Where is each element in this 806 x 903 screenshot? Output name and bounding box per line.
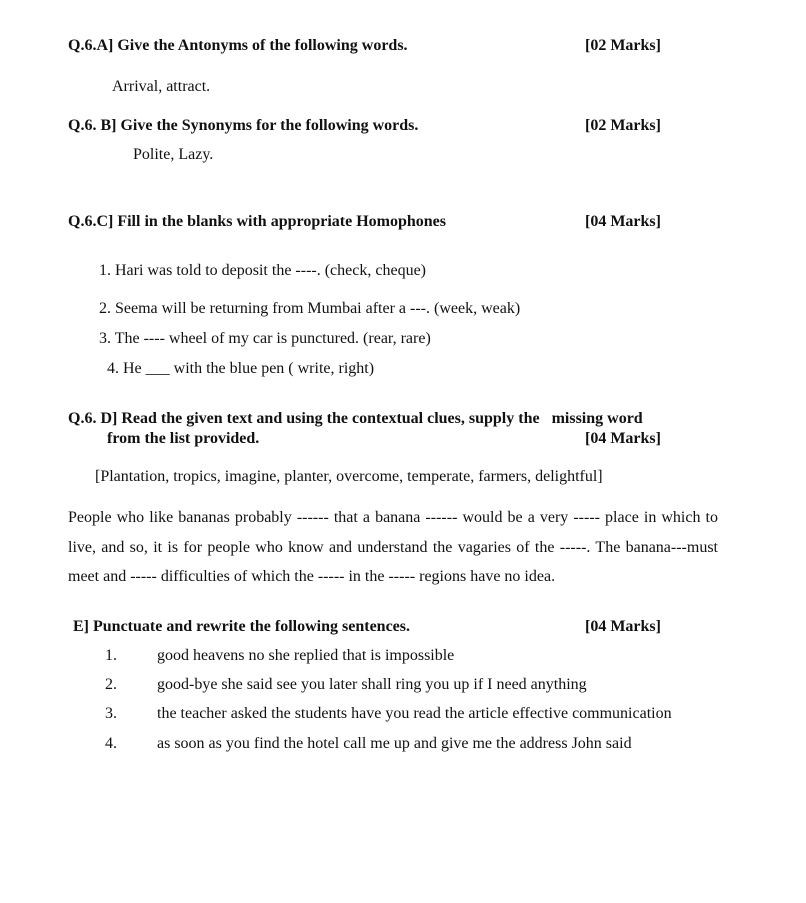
q6b-marks: [02 Marks] (585, 117, 661, 134)
q6a-title: Q.6.A] Give the Antonyms of the following words. (68, 37, 408, 54)
q6e-item-4-number: 4. (105, 735, 117, 752)
q6d-marks: [04 Marks] (585, 430, 661, 447)
q6c-item-4: 4. He ___ with the blue pen ( write, right) (107, 360, 375, 377)
q6d-word-list: [Plantation, tropics, imagine, planter, overcome, temperate, farmers, delightful] (95, 468, 603, 485)
q6a-words: Arrival, attract. (112, 78, 211, 95)
q6d-passage: People who like bananas probably ------ that a banana ------ would be a very ----- place in which to live, and so, it is for people who know and understand the vagaries of the -----. The banana---must meet and ----- difficulties of which the ----- in the ----- regions have no idea. (68, 509, 718, 585)
q6d-title-line2: from the list provided. (107, 430, 260, 447)
q6e-item-2-text: good-bye she said see you later shall ring you up if I need anything (157, 676, 587, 693)
q6e-item-3-text: the teacher asked the students have you read the article effective communication (157, 705, 672, 722)
q6e-item-1-text: good heavens no she replied that is impossible (157, 647, 455, 664)
q6b-title: Q.6. B] Give the Synonyms for the following words. (68, 117, 419, 134)
q6e-item-1-number: 1. (105, 647, 117, 664)
q6c-title: Q.6.C] Fill in the blanks with appropriate Homophones (68, 213, 446, 230)
q6c-item-1: 1. Hari was told to deposit the ----. (check, cheque) (99, 262, 426, 279)
q6c-marks: [04 Marks] (585, 213, 661, 230)
q6d-title-line1: Q.6. D] Read the given text and using the contextual clues, supply the missing word (68, 410, 643, 427)
q6e-item-2-number: 2. (105, 676, 117, 693)
q6e-title: E] Punctuate and rewrite the following sentences. (73, 618, 410, 635)
q6e-item-4-text: as soon as you find the hotel call me up and give me the address John said (157, 735, 632, 752)
q6e-item-3-number: 3. (105, 705, 117, 722)
q6c-item-2: 2. Seema will be returning from Mumbai after a ---. (week, weak) (99, 300, 521, 317)
q6a-marks: [02 Marks] (585, 37, 661, 54)
q6e-marks: [04 Marks] (585, 618, 661, 635)
q6b-words: Polite, Lazy. (133, 146, 214, 163)
q6c-item-3: 3. The ---- wheel of my car is punctured. (rear, rare) (99, 330, 431, 347)
